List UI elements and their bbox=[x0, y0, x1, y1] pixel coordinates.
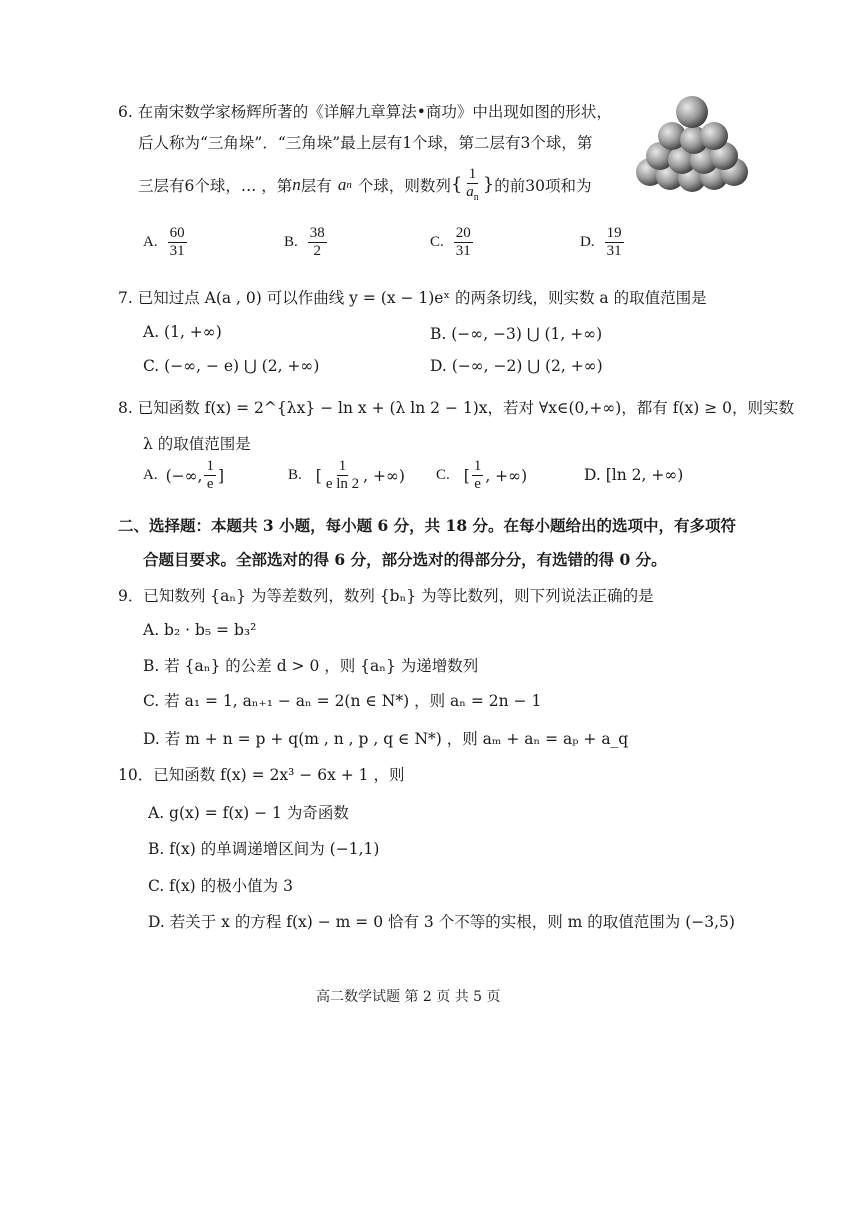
q6-option-d bbox=[580, 225, 626, 261]
q10-stem: 10．已知函数 f(x) = 2x³ − 6x + 1 ，则 bbox=[118, 766, 405, 784]
q10-option-b: B. f(x) 的单调递增区间为 (−1,1) bbox=[148, 840, 380, 858]
q8-option-c-den: e bbox=[474, 476, 481, 493]
q6-option-d-label: D. bbox=[580, 234, 595, 251]
q8-option-a-frac bbox=[204, 458, 216, 494]
q8-option-b-pre: [ bbox=[315, 466, 322, 485]
page-footer: 高二数学试题 第 2 页 共 5 页 bbox=[316, 989, 501, 1005]
q6-line3-c: 层有 bbox=[300, 176, 332, 195]
q6-frac-num: 1 bbox=[467, 166, 479, 184]
q6-var-a: a bbox=[337, 174, 347, 194]
q6-option-b-frac bbox=[308, 225, 327, 261]
q6-fraction bbox=[464, 166, 481, 204]
q9-option-c: C. 若 a₁ = 1, aₙ₊₁ − aₙ = 2(n ∈ N*) ，则 aₙ = 2n − 1 bbox=[143, 692, 542, 710]
q8-option-d: D. [ln 2, +∞) bbox=[584, 466, 684, 484]
q10-option-d: D. 若关于 x 的方程 f(x) − m = 0 恰有 3 个不等的实根，则 m 的取值范围为 (−3,5) bbox=[148, 913, 735, 931]
q6-option-c-den: 31 bbox=[455, 243, 471, 260]
q6-line2: 后人称为“三角垛”．“三角垛”最上层有1个球，第二层有3个球，第 bbox=[138, 134, 593, 152]
q8-option-c bbox=[436, 458, 527, 494]
q7-option-c: C. (−∞, − e) ⋃ (2, +∞) bbox=[143, 357, 320, 375]
q6-option-c-label: C. bbox=[430, 234, 444, 251]
q8-option-c-frac bbox=[472, 458, 484, 494]
q8-option-b-den: e ln 2 bbox=[325, 476, 360, 493]
q6-option-c-num: 20 bbox=[454, 225, 473, 243]
q6-option-a-frac bbox=[168, 225, 187, 261]
q8-stem: 8. 已知函数 f(x) = 2^{λx} − ln x + (λ ln 2 − 1)x，若对 ∀x∈(0,+∞)，都有 f(x) ≥ 0，则实数 bbox=[118, 399, 794, 417]
q8-option-a-num: 1 bbox=[204, 458, 216, 476]
q7-option-b: B. (−∞, −3) ⋃ (1, +∞) bbox=[430, 325, 603, 343]
section2-heading-line2: 合题目要求。全部选对的得 6 分，部分选对的得部分分，有选错的得 0 分。 bbox=[143, 550, 667, 569]
q8-option-c-post: , +∞) bbox=[485, 466, 528, 485]
q6-option-d-den: 31 bbox=[606, 243, 622, 260]
q8-option-a-label: A. bbox=[143, 467, 158, 484]
q6-frac-den bbox=[464, 184, 481, 204]
q6-brace-open: { bbox=[450, 174, 463, 196]
q9-option-b: B. 若 {aₙ} 的公差 d > 0 ，则 {aₙ} 为递增数列 bbox=[143, 657, 479, 675]
q6-option-b-num: 38 bbox=[308, 225, 327, 243]
q7-option-a: A. (1, +∞) bbox=[143, 323, 222, 341]
q7-stem: 7. 已知过点 A(a , 0) 可以作曲线 y = (x − 1)eˣ 的两条切线，则实数 a 的取值范围是 bbox=[118, 289, 707, 307]
q8-option-c-label: C. bbox=[436, 467, 450, 484]
q8-stem-line2: λ 的取值范围是 bbox=[143, 435, 251, 453]
q8-option-b-frac bbox=[324, 458, 361, 494]
q6-option-b-den: 2 bbox=[313, 243, 322, 260]
q8-option-b-num: 1 bbox=[337, 458, 349, 476]
triangular-pile-figure bbox=[636, 92, 748, 196]
q8-option-a bbox=[143, 458, 224, 494]
pile-top-ball bbox=[676, 96, 708, 128]
q8-option-c-num: 1 bbox=[472, 458, 484, 476]
q10-option-a: A. g(x) = f(x) − 1 为奇函数 bbox=[148, 804, 349, 822]
q6-option-a-label: A. bbox=[143, 234, 158, 251]
q6-option-d-num: 19 bbox=[605, 225, 624, 243]
q6-option-b-label: B. bbox=[284, 234, 298, 251]
q6-frac-den-a: a bbox=[466, 184, 474, 201]
q6-option-a-den: 31 bbox=[169, 243, 185, 260]
q6-option-a bbox=[143, 225, 189, 261]
q7-option-d: D. (−∞, −2) ⋃ (2, +∞) bbox=[430, 357, 603, 375]
q6-var-n: n bbox=[292, 174, 301, 194]
q6-option-c bbox=[430, 225, 475, 261]
q9-option-d: D. 若 m + n = p + q(m , n , p , q ∈ N*) ，则 aₘ + aₙ = aₚ + a_q bbox=[143, 730, 629, 748]
q6-line3-a: 三层有6个球，… ，第 bbox=[138, 176, 293, 195]
q8-option-b-post: , +∞) bbox=[363, 466, 405, 485]
q6-frac-den-sub: n bbox=[473, 192, 479, 204]
q10-option-c: C. f(x) 的极小值为 3 bbox=[148, 877, 293, 895]
q6-option-c-frac bbox=[454, 225, 473, 261]
q6-option-a-num: 60 bbox=[168, 225, 187, 243]
q6-brace-close: } bbox=[482, 174, 495, 196]
q9-stem: 9．已知数列 {aₙ} 为等差数列，数列 {bₙ} 为等比数列，则下列说法正确的是 bbox=[118, 587, 654, 605]
q6-option-b bbox=[284, 225, 329, 261]
q6-line3 bbox=[138, 166, 591, 204]
q8-option-b-label: B. bbox=[288, 467, 302, 484]
q8-option-b bbox=[288, 458, 405, 494]
q6-var-a-sub: n bbox=[346, 178, 352, 191]
q8-option-a-den: e bbox=[206, 476, 214, 493]
q8-option-a-pre: (−∞, bbox=[165, 466, 203, 485]
q6-line3-g: 的前30项和为 bbox=[494, 176, 592, 195]
q9-option-a: A. b₂ · b₅ = b₃² bbox=[143, 621, 257, 639]
q6-line1: 6. 在南宋数学家杨辉所著的《详解九章算法•商功》中出现如图的形状， bbox=[118, 103, 612, 121]
q8-option-c-pre: [ bbox=[463, 466, 470, 485]
q8-option-a-post: ] bbox=[217, 466, 225, 485]
section2-heading-line1: 二、选择题：本题共 3 小题，每小题 6 分，共 18 分。在每小题给出的选项中，有多项符 bbox=[118, 516, 737, 535]
q6-option-d-frac bbox=[605, 225, 624, 261]
q6-line3-f: 个球，则数列 bbox=[357, 176, 451, 195]
